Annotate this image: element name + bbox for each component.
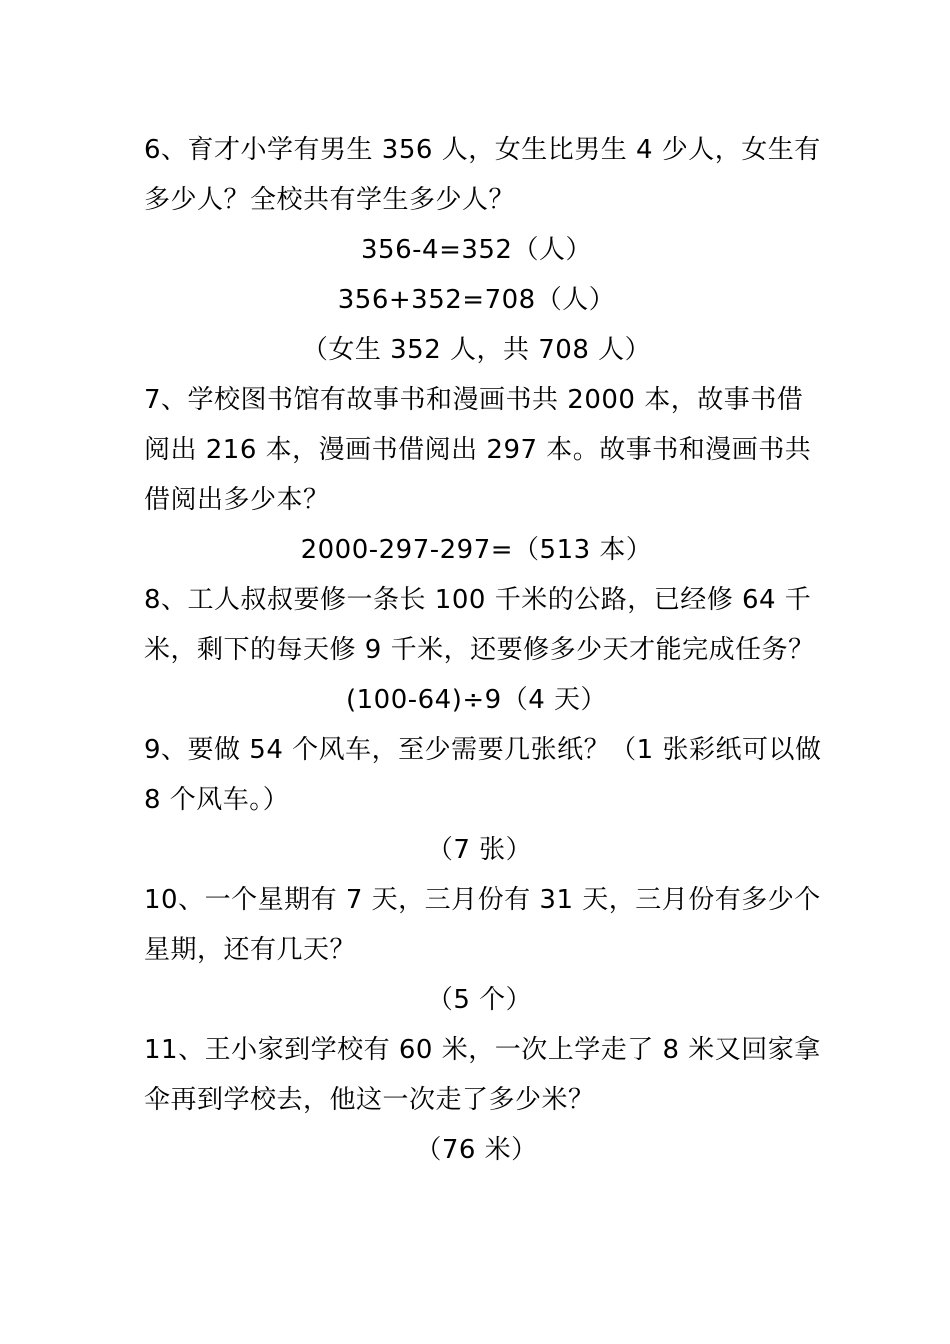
problem-6-answer-line-1: 356-4=352（人） (361, 235, 592, 265)
problem-7-question-line-1: 7、学校图书馆有故事书和漫画书共 2000 本，故事书借 (144, 385, 804, 415)
problem-9-answer-line-1: （7 张） (426, 835, 533, 865)
problem-7-answer-line-1: 2000-297-297=（513 本） (300, 535, 653, 565)
problem-8-question-line-2: 米，剩下的每天修 9 千米，还要修多少天才能完成任务？ (144, 635, 815, 665)
problem-10-question-line-2: 星期，还有几天？ (144, 935, 357, 965)
problem-6-question-line-2: 多少人？全校共有学生多少人？ (144, 185, 516, 215)
problem-6-answer-line-3: （女生 352 人，共 708 人） (301, 335, 652, 365)
problem-8-answer-line-1: (100-64)÷9（4 天） (345, 685, 607, 715)
problem-11-question-line-2: 伞再到学校去，他这一次走了多少米？ (144, 1085, 595, 1115)
problem-7-question-line-3: 借阅出多少本？ (144, 485, 330, 515)
problem-list (144, 125, 822, 1175)
problem-10-question-line-1: 10、一个星期有 7 天，三月份有 31 天，三月份有多少个 (144, 885, 821, 915)
problem-11-answer-line-1: （76 米） (415, 1135, 538, 1165)
problem-6-answer-line-2: 356+352=708（人） (337, 285, 616, 315)
problem-7-question-line-2: 阅出 216 本，漫画书借阅出 297 本。故事书和漫画书共 (144, 435, 812, 465)
problem-11 (144, 1025, 821, 1175)
problem-9-question-line-1: 9、要做 54 个风车，至少需要几张纸？（1 张彩纸可以做 (144, 735, 822, 765)
problem-6 (144, 125, 821, 375)
problem-7 (144, 375, 812, 575)
problem-10 (144, 875, 821, 1025)
problem-10-answer-line-1: （5 个） (426, 985, 533, 1015)
problem-9-question-line-2: 8 个风车。） (144, 785, 290, 815)
problem-9 (144, 725, 822, 875)
problem-8-question-line-1: 8、工人叔叔要修一条长 100 千米的公路，已经修 64 千 (144, 585, 812, 615)
problem-6-question-line-1: 6、育才小学有男生 356 人，女生比男生 4 少人，女生有 (144, 135, 821, 165)
problem-11-question-line-1: 11、王小家到学校有 60 米，一次上学走了 8 米又回家拿 (144, 1035, 821, 1065)
problem-8 (144, 575, 815, 725)
